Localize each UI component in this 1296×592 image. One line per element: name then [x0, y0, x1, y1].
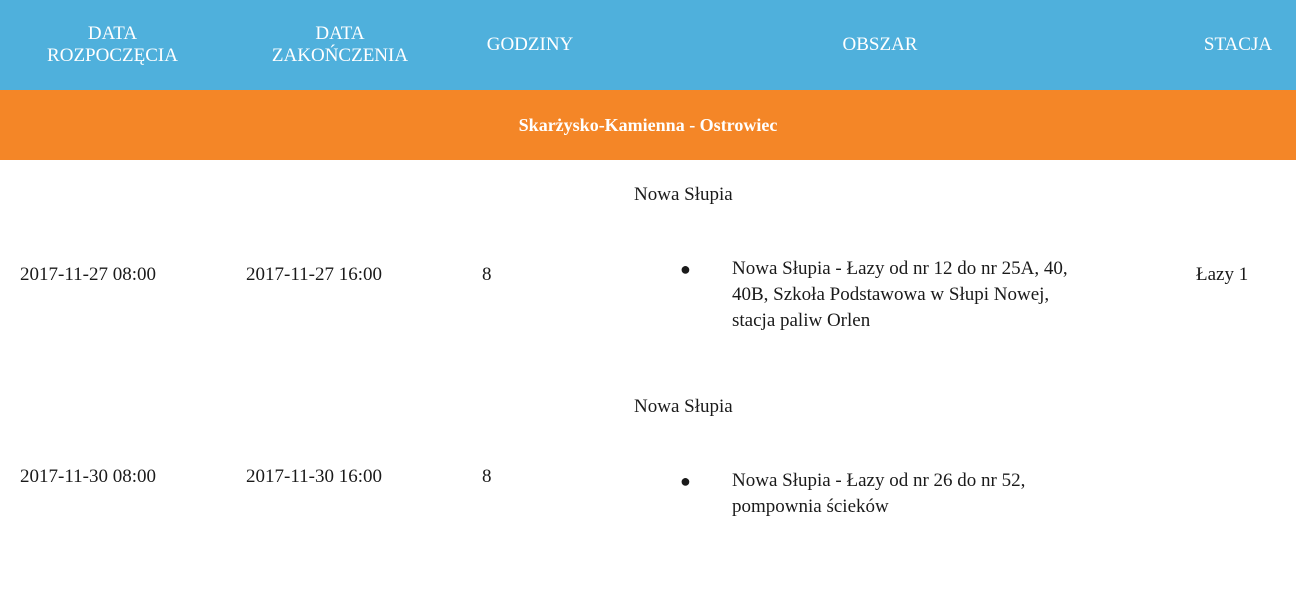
area-list-item: [680, 468, 1162, 520]
col-end-date-line1: DATA: [315, 23, 365, 44]
area-line: Nowa Słupia - Łazy od nr 26 do nr 52,: [732, 470, 1026, 491]
bullet-icon: ●: [680, 471, 691, 491]
end-date-cell: 2017-11-30 16:00: [246, 466, 382, 487]
col-end-date-line2: ZAKOŃCZENIA: [271, 45, 409, 66]
area-line: stacja paliw Orlen: [732, 310, 871, 331]
area-town: Nowa Słupia: [634, 184, 733, 205]
col-start-date-line2: ROZPOCZĘCIA: [47, 45, 178, 66]
col-start-date: [10, 0, 215, 90]
table-header: [0, 0, 1296, 90]
hours-cell: 8: [482, 466, 492, 487]
area-town: Nowa Słupia: [634, 396, 733, 417]
area-line: pompownia ścieków: [732, 496, 889, 517]
table-row: [0, 160, 1296, 400]
start-date-cell: 2017-11-27 08:00: [20, 264, 156, 285]
col-start-date-line1: DATA: [87, 23, 138, 44]
col-end-date: [235, 0, 445, 90]
bullet-icon: ●: [680, 259, 691, 279]
table-row: [0, 396, 1296, 590]
group-row: Skarżysko-Kamienna - Ostrowiec: [0, 90, 1296, 160]
area-list-item: [680, 256, 1162, 334]
start-date-cell: 2017-11-30 08:00: [20, 466, 156, 487]
col-station: STACJA: [1203, 34, 1273, 55]
area-line: 40B, Szkoła Podstawowa w Słupi Nowej,: [732, 284, 1050, 305]
col-area: OBSZAR: [842, 34, 918, 55]
end-date-cell: 2017-11-27 16:00: [246, 264, 382, 285]
area-line: Nowa Słupia - Łazy od nr 12 do nr 25A, 40,: [732, 258, 1068, 279]
col-hours: GODZINY: [486, 34, 574, 55]
station-cell: Łazy 1: [1196, 264, 1249, 285]
hours-cell: 8: [482, 264, 492, 285]
